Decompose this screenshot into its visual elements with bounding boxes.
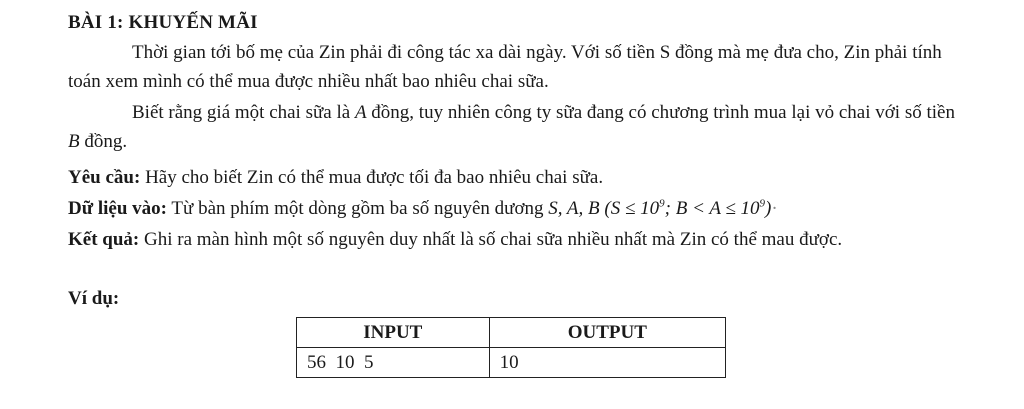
input-paragraph: [68, 194, 968, 223]
var-b: B: [68, 131, 80, 152]
constraint-exp-2: 9: [759, 197, 766, 210]
price-paragraph: [68, 98, 968, 156]
story-paragraph: Thời gian tới bố mẹ của Zin phải đi công tác xa dài ngày. Với số tiền S đồng mà mẹ đưa cho, Zin phải tính toán xem mình có thể mua được nhiều nhất bao nhiêu chai sữa.: [68, 42, 942, 92]
header-output: OUTPUT: [489, 318, 725, 348]
table-row: [297, 348, 726, 378]
example-label-paragraph: [68, 284, 968, 313]
input-constraint: [600, 198, 772, 219]
example-label: Ví dụ:: [68, 288, 120, 309]
output-text: Ghi ra màn hình một số nguyên duy nhất là số chai sữa nhiều nhất mà Zin có thể mau được.: [139, 229, 843, 250]
constraint-mid: ; B < A ≤ 10: [664, 198, 760, 219]
requirement-paragraph: [68, 163, 968, 192]
constraint-exp-1: 9: [659, 197, 665, 210]
header-input: INPUT: [297, 318, 490, 348]
example-table: [296, 317, 726, 378]
problem-title: BÀI 1: KHUYẾN MÃI: [68, 12, 258, 33]
price-text-3: đồng.: [79, 131, 128, 152]
input-vars: S, A, B: [548, 198, 600, 219]
price-text-1: Biết rằng giá một chai sữa là: [132, 102, 355, 123]
input-text: Từ bàn phím một dòng gồm ba số nguyên dương: [167, 198, 549, 219]
output-label: Kết quả:: [68, 229, 140, 250]
cell-input: 56 10 5: [297, 348, 490, 378]
table-header-row: [297, 318, 726, 348]
output-paragraph: [68, 225, 968, 254]
price-text-2: đồng, tuy nhiên công ty sữa đang có chương trình mua lại vỏ chai với số tiền: [366, 102, 955, 123]
cell-output: 10: [489, 348, 725, 378]
var-a: A: [354, 102, 367, 123]
constraint-open: (S ≤ 10: [599, 198, 660, 219]
requirement-text: Hãy cho biết Zin có thể mua được tối đa bao nhiêu chai sữa.: [140, 167, 604, 188]
input-label: Dữ liệu vào:: [68, 198, 168, 219]
trailing-dot: ·: [771, 198, 778, 219]
requirement-label: Yêu cầu:: [68, 167, 141, 188]
constraint-close: ): [765, 198, 772, 219]
